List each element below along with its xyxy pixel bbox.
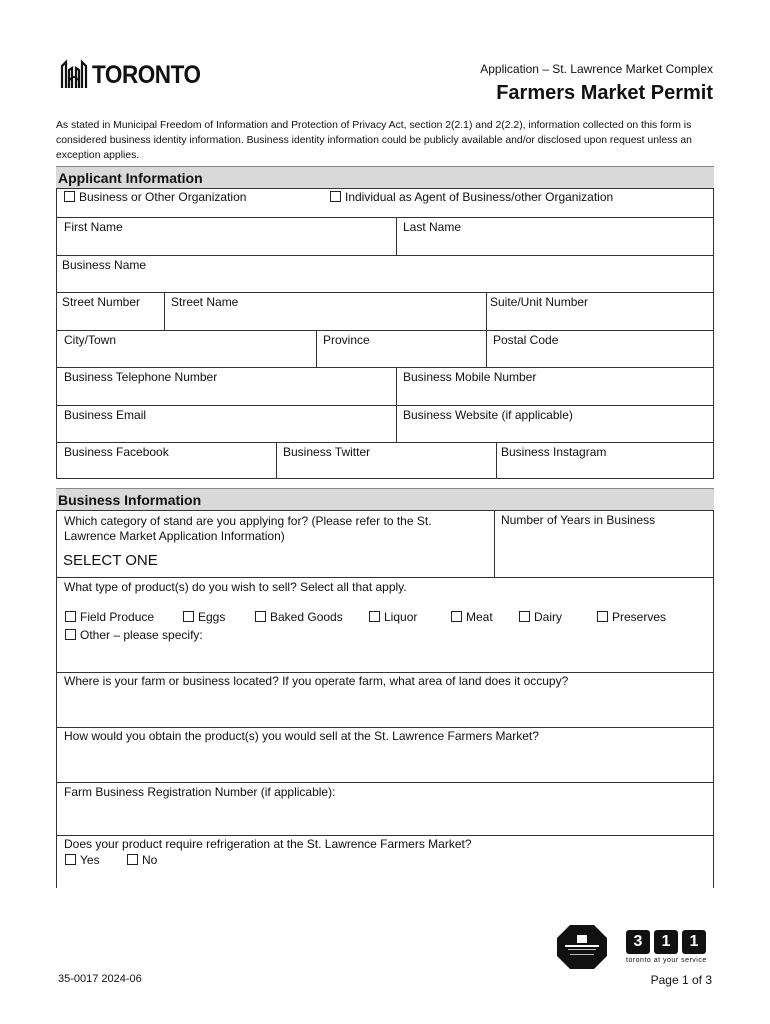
postal-code-field[interactable]: Postal Code — [493, 333, 559, 347]
checkbox-icon[interactable] — [451, 611, 462, 622]
business-name-field[interactable]: Business Name — [62, 258, 147, 272]
business-email-field[interactable]: Business Email — [64, 408, 147, 422]
checkbox-icon[interactable] — [65, 611, 76, 622]
applicant-section-heading: Applicant Information — [56, 166, 714, 188]
badge-311-tagline: toronto at your service — [626, 957, 707, 964]
privacy-notice: As stated in Municipal Freedom of Information and Protection of Privacy Act, section 2(2.1) and 2(2.2), information collected on this form is considered business identity information. Business identity information could be publicly available and/or disclosed upon request unless an exception applies. — [56, 120, 692, 161]
product-liquor[interactable]: Liquor — [369, 610, 417, 624]
refrigeration-yes[interactable]: Yes — [65, 853, 100, 867]
product-baked-goods[interactable]: Baked Goods — [255, 610, 343, 624]
farm-location-question[interactable]: Where is your farm or business located? If you operate farm, what area of land does it occupy? — [64, 674, 569, 688]
product-preserves[interactable]: Preserves — [597, 610, 666, 624]
business-facebook-field[interactable]: Business Facebook — [64, 445, 169, 459]
logo-wordmark: TORONTO — [92, 61, 201, 89]
checkbox-icon[interactable] — [65, 854, 76, 865]
business-twitter-field[interactable]: Business Twitter — [283, 445, 371, 459]
product-dairy[interactable]: Dairy — [519, 610, 562, 624]
business-form — [56, 510, 714, 888]
checkbox-icon[interactable] — [255, 611, 266, 622]
page-number: Page 1 of 3 — [650, 973, 712, 987]
checkbox-icon[interactable] — [65, 629, 76, 640]
city-field[interactable]: City/Town — [64, 333, 117, 347]
checkbox-icon[interactable] — [519, 611, 530, 622]
business-mobile-field[interactable]: Business Mobile Number — [403, 370, 537, 384]
business-section-heading: Business Information — [56, 488, 714, 510]
stand-category-question: Which category of stand are you applying for? (Please refer to the St. Lawrence Market Application Information) — [64, 514, 432, 543]
street-number-field[interactable]: Street Number — [62, 295, 141, 309]
stand-category-select[interactable]: SELECT ONE — [63, 552, 158, 569]
badge-311-digit: 1 — [682, 930, 706, 954]
first-name-field[interactable]: First Name — [64, 220, 123, 234]
years-in-business-field[interactable]: Number of Years in Business — [501, 513, 656, 527]
form-subtitle: Application – St. Lawrence Market Complex — [480, 62, 713, 76]
badge-311-digit: 3 — [626, 930, 650, 954]
checkbox-icon[interactable] — [183, 611, 194, 622]
product-other[interactable]: Other – please specify: — [65, 628, 203, 642]
business-phone-field[interactable]: Business Telephone Number — [64, 370, 218, 384]
form-title: Farmers Market Permit — [496, 82, 713, 104]
business-instagram-field[interactable]: Business Instagram — [501, 445, 607, 459]
product-meat[interactable]: Meat — [451, 610, 493, 624]
badge-311-digit: 1 — [654, 930, 678, 954]
street-name-field[interactable]: Street Name — [171, 295, 239, 309]
province-field[interactable]: Province — [323, 333, 370, 347]
checkbox-icon[interactable] — [127, 854, 138, 865]
toronto-logo — [60, 58, 213, 88]
refrigeration-question: Does your product require refrigeration at the St. Lawrence Farmers Market? — [64, 837, 472, 851]
business-website-field[interactable]: Business Website (if applicable) — [403, 408, 573, 422]
products-question: What type of product(s) do you wish to sell? Select all that apply. — [64, 580, 407, 594]
suite-unit-field[interactable]: Suite/Unit Number — [490, 295, 589, 309]
option-business-org[interactable]: Business or Other Organization — [64, 190, 246, 204]
checkbox-icon[interactable] — [597, 611, 608, 622]
product-source-question[interactable]: How would you obtain the product(s) you would sell at the St. Lawrence Farmers Market? — [64, 729, 539, 743]
st-lawrence-market-badge-icon — [556, 924, 608, 970]
form-code: 35-0017 2024-06 — [58, 973, 142, 985]
farm-registration-field[interactable]: Farm Business Registration Number (if applicable): — [64, 785, 336, 799]
city-hall-icon — [60, 58, 90, 88]
applicant-form — [56, 188, 714, 479]
badge-311 — [626, 930, 710, 964]
checkbox-icon[interactable] — [64, 191, 75, 202]
last-name-field[interactable]: Last Name — [403, 220, 462, 234]
product-field-produce[interactable]: Field Produce — [65, 610, 154, 624]
refrigeration-no[interactable]: No — [127, 853, 157, 867]
checkbox-icon[interactable] — [330, 191, 341, 202]
checkbox-icon[interactable] — [369, 611, 380, 622]
option-individual-agent[interactable]: Individual as Agent of Business/other Organization — [330, 190, 613, 204]
product-eggs[interactable]: Eggs — [183, 610, 225, 624]
